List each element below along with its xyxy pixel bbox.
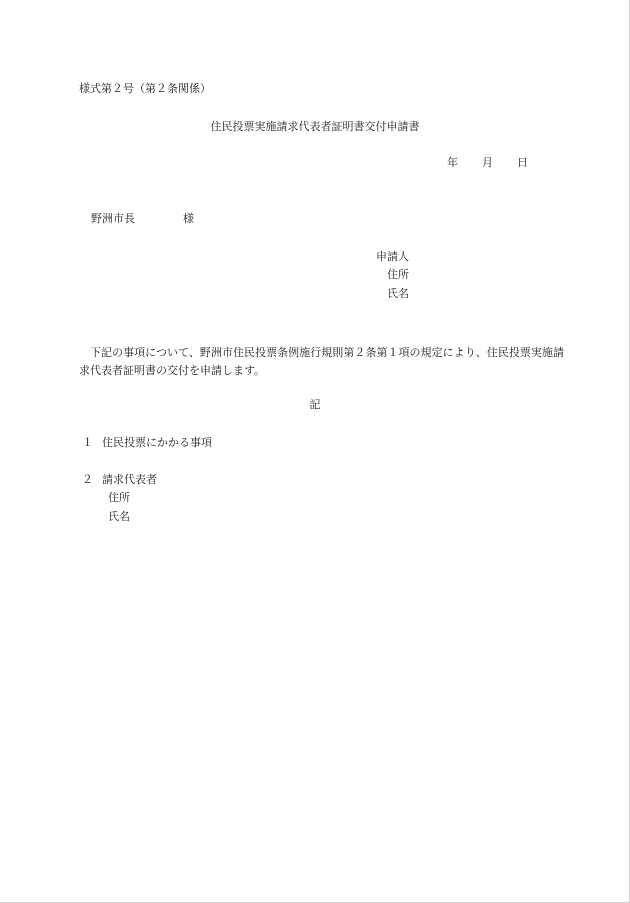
- item-number: ２: [82, 473, 93, 486]
- list-item: [82, 474, 157, 485]
- date-month-label: 月: [482, 156, 493, 169]
- representative-address-label: 住所: [108, 491, 130, 504]
- form-number: 様式第２号（第２条関係）: [79, 82, 211, 95]
- addressee: [91, 213, 194, 224]
- body-paragraph: 下記の事項について、野洲市住民投票条例施行規則第２条第１項の規定により、住民投票実施請求代表者証明書の交付を申請します。: [79, 346, 564, 377]
- date-year-label: 年: [447, 156, 458, 169]
- item-number: １: [82, 436, 93, 449]
- addressee-honorific: 様: [183, 212, 194, 225]
- item-label: 請求代表者: [102, 473, 157, 486]
- date-day-label: 日: [517, 156, 528, 169]
- item-label: 住民投票にかかる事項: [102, 436, 212, 449]
- applicant-label: 申請人: [376, 250, 409, 263]
- applicant-name-label: 氏名: [387, 287, 409, 300]
- date-line: [447, 157, 528, 168]
- list-item: [82, 437, 212, 448]
- document-title: 住民投票実施請求代表者証明書交付申請書: [210, 120, 420, 133]
- applicant-address-label: 住所: [387, 268, 409, 281]
- addressee-name: 野洲市長: [91, 212, 135, 225]
- ki-heading: 記: [309, 398, 321, 411]
- representative-name-label: 氏名: [108, 510, 130, 523]
